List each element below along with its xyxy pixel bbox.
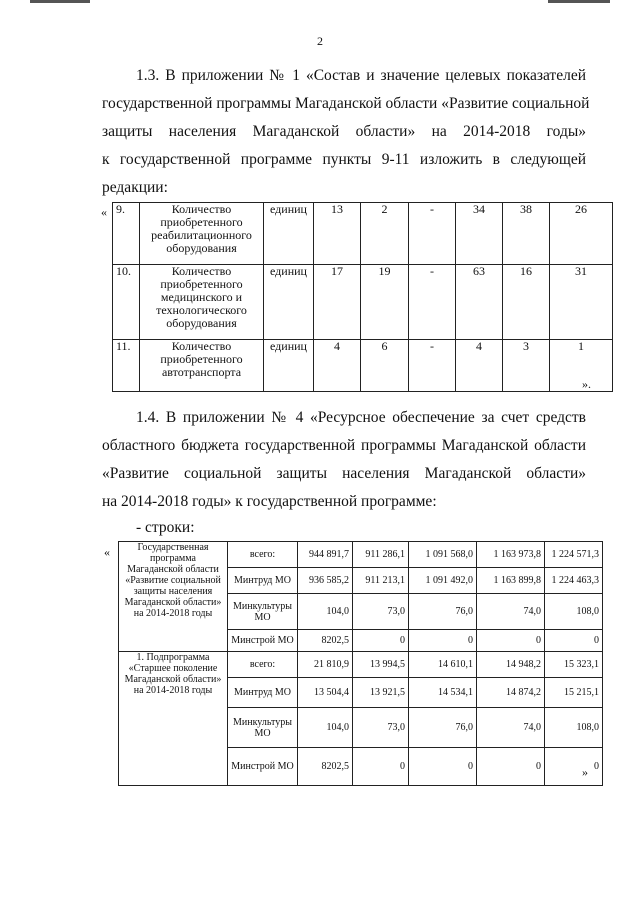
value-cell: 0 (545, 630, 603, 652)
unit-cell: единиц (264, 340, 314, 392)
value-cell: 1 (550, 340, 613, 392)
row-label: Минтруд МО (228, 678, 298, 708)
row-label: всего: (228, 652, 298, 678)
value-cell: 1 091 568,0 (409, 542, 477, 568)
paragraph-line: редакции: (102, 179, 168, 196)
value-cell: 21 810,9 (298, 652, 353, 678)
resources-table (118, 541, 603, 786)
value-cell: 0 (545, 748, 603, 786)
value-cell: 936 585,2 (298, 568, 353, 594)
row-label: Минстрой МО (228, 748, 298, 786)
value-cell: 19 (361, 265, 409, 340)
value-cell: 1 163 899,8 (477, 568, 545, 594)
row-label: Минстрой МО (228, 630, 298, 652)
table-row (119, 652, 603, 678)
row-number: 11. (113, 340, 140, 392)
value-cell: 31 (550, 265, 613, 340)
value-cell: 13 994,5 (353, 652, 409, 678)
table-row (119, 542, 603, 568)
value-cell: 13 (314, 203, 361, 265)
close-quote: » (582, 765, 588, 779)
value-cell: 14 534,1 (409, 678, 477, 708)
value-cell: 63 (456, 265, 503, 340)
value-cell: 76,0 (409, 594, 477, 630)
value-cell: 73,0 (353, 708, 409, 748)
value-cell: 15 215,1 (545, 678, 603, 708)
value-cell: 14 874,2 (477, 678, 545, 708)
indicator-name: Количество приобретенного автотранспорта (140, 340, 264, 392)
paragraph-line: на 2014-2018 годы» к государственной программе: (102, 493, 437, 510)
top-rule-right (548, 0, 610, 3)
value-cell: 1 091 492,0 (409, 568, 477, 594)
value-cell: 0 (409, 630, 477, 652)
row-label: всего: (228, 542, 298, 568)
table-row (113, 340, 613, 392)
value-cell: 2 (361, 203, 409, 265)
value-cell: 14 948,2 (477, 652, 545, 678)
paragraph-line: областного бюджета государственной программы Магаданской области (102, 437, 586, 454)
paragraph-line: «Развитие социальной защиты населения Магаданской области» (102, 465, 586, 482)
value-cell: 73,0 (353, 594, 409, 630)
top-rule-left (30, 0, 90, 3)
paragraph-line: 1.4. В приложении № 4 «Ресурсное обеспечение за счет средств (136, 409, 586, 426)
row-label: Минкультуры МО (228, 708, 298, 748)
value-cell: 1 224 463,3 (545, 568, 603, 594)
value-cell: 911 286,1 (353, 542, 409, 568)
value-cell: 108,0 (545, 708, 603, 748)
row-number: 9. (113, 203, 140, 265)
indicator-name: Количество приобретенного реабилитационного оборудования (140, 203, 264, 265)
value-cell: 76,0 (409, 708, 477, 748)
value-cell: 15 323,1 (545, 652, 603, 678)
section-1-3-paragraph (102, 62, 590, 202)
paragraph-line: к государственной программе пункты 9-11 изложить в следующей (102, 151, 586, 168)
value-cell: 6 (361, 340, 409, 392)
open-quote: « (101, 205, 107, 219)
value-cell: 74,0 (477, 594, 545, 630)
paragraph-line: государственной программы Магаданской области «Развитие социальной (102, 95, 590, 112)
value-cell: - (409, 265, 456, 340)
value-cell: 108,0 (545, 594, 603, 630)
value-cell: 944 891,7 (298, 542, 353, 568)
table-row (113, 203, 613, 265)
table-row (113, 265, 613, 340)
value-cell: 1 163 973,8 (477, 542, 545, 568)
page-number: 2 (317, 34, 323, 48)
paragraph-line: 1.3. В приложении № 1 «Состав и значение целевых показателей (136, 67, 586, 84)
value-cell: 38 (503, 203, 550, 265)
close-quote: ». (582, 377, 591, 391)
row-label: Минкультуры МО (228, 594, 298, 630)
value-cell: 1 224 571,3 (545, 542, 603, 568)
value-cell: 17 (314, 265, 361, 340)
value-cell: 4 (314, 340, 361, 392)
value-cell: 13 921,5 (353, 678, 409, 708)
open-quote: « (104, 545, 110, 559)
value-cell: 13 504,4 (298, 678, 353, 708)
paragraph-line: защиты населения Магаданской области» на 2014-2018 годы» (102, 123, 586, 140)
unit-cell: единиц (264, 203, 314, 265)
value-cell: 34 (456, 203, 503, 265)
strings-label: - строки: (136, 519, 195, 536)
value-cell: 104,0 (298, 594, 353, 630)
value-cell: 3 (503, 340, 550, 392)
value-cell: 0 (409, 748, 477, 786)
value-cell: 104,0 (298, 708, 353, 748)
row-number: 10. (113, 265, 140, 340)
value-cell: 0 (477, 748, 545, 786)
value-cell: 8202,5 (298, 630, 353, 652)
value-cell: 16 (503, 265, 550, 340)
value-cell: 911 213,1 (353, 568, 409, 594)
value-cell: 0 (477, 630, 545, 652)
value-cell: - (409, 340, 456, 392)
program-title: Государственная программа Магаданской области «Развитие социальной защиты населения Магаданской области» на 2014-2018 годы (119, 542, 228, 652)
value-cell: 14 610,1 (409, 652, 477, 678)
unit-cell: единиц (264, 265, 314, 340)
value-cell: 74,0 (477, 708, 545, 748)
indicator-name: Количество приобретенного медицинского и технологического оборудования (140, 265, 264, 340)
value-cell: 0 (353, 748, 409, 786)
value-cell: 4 (456, 340, 503, 392)
value-cell: 26 (550, 203, 613, 265)
value-cell: 8202,5 (298, 748, 353, 786)
subprogram-title: 1. Подпрограмма «Старшее поколение Магаданской области» на 2014-2018 годы (119, 652, 228, 786)
value-cell: - (409, 203, 456, 265)
section-1-4-paragraph (102, 404, 586, 516)
row-label: Минтруд МО (228, 568, 298, 594)
targets-table (112, 202, 613, 392)
value-cell: 0 (353, 630, 409, 652)
